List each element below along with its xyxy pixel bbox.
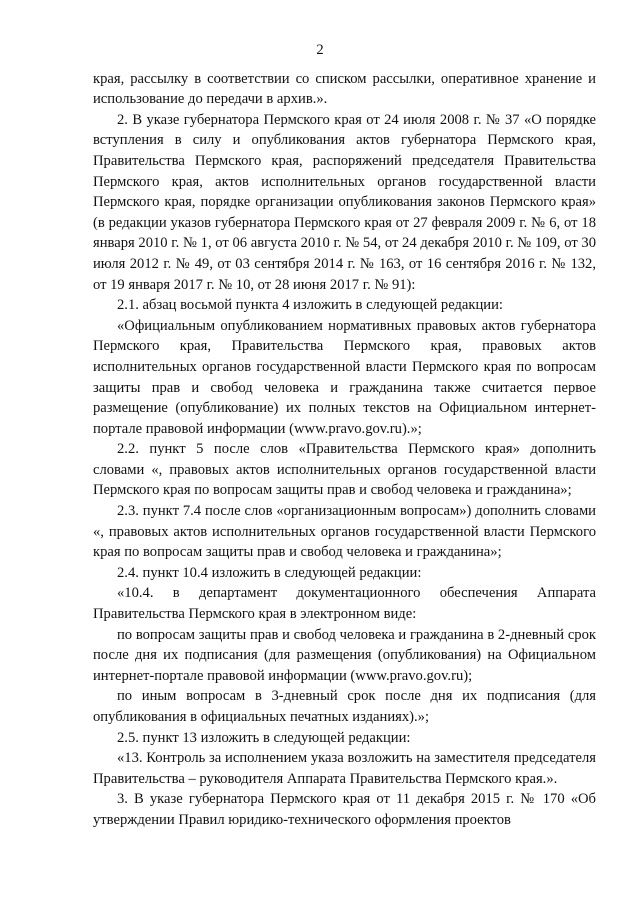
- paragraph: 2.1. абзац восьмой пункта 4 изложить в следующей редакции:: [117, 297, 503, 314]
- paragraph: «10.4. в департамент документационного обеспечения Аппарата Правительства Пермского края в электронном виде:: [93, 585, 596, 623]
- paragraph: края, рассылку в соответствии со списком рассылки, оперативное хранение и использование до передачи в архив.».: [93, 70, 596, 108]
- paragraph: 2.2. пункт 5 после слов «Правительства Пермского края» дополнить словами «, правовых актов исполнительных органов государственной власти Пермского края по вопросам защиты прав и свобод человека и гражданина»;: [93, 441, 596, 499]
- paragraph: по вопросам защиты прав и свобод человека и гражданина в 2-дневный срок после дня их подписания (для размещения (опубликования) на Официальном интернет-портале правовой информации (www.pravo.gov.ru);: [93, 626, 596, 684]
- paragraph: 2.4. пункт 10.4 изложить в следующей редакции:: [117, 564, 422, 581]
- paragraph: 3. В указе губернатора Пермского края от 11 декабря 2015 г. № 170 «Об утверждении Правил юридико-технического оформления проектов: [93, 791, 596, 828]
- paragraph: «13. Контроль за исполнением указа возложить на заместителя председателя Правительства – руководителя Аппарата Правительства Пермского края.».: [93, 750, 596, 787]
- document-body: [93, 69, 596, 831]
- paragraph: 2. В указе губернатора Пермского края от 24 июля 2008 г. № 37 «О порядке вступления в силу и опубликования актов губернатора Пермского края, Правительства Пермского края, распоряжений председателя Правительства Пермского края, актов исполнительных органов государственной власти Пермского края, порядке организации опубликования законов Пермского края» (в редакции указов губернатора Пермского края от 27 февраля 2009 г. № 6, от 18 января 2010 г. № 1, от 06 августа 2010 г. № 54, от 24 декабря 2010 г. № 109, от 30 июля 2012 г. № 49, от 03 сентября 2014 г. № 163, от 16 сентября 2016 г. № 132, от 19 января 2017 г. № 10, от 28 июня 2017 г. № 91):: [93, 111, 596, 293]
- paragraph: 2.3. пункт 7.4 после слов «организационным вопросам») дополнить словами «, правовых актов исполнительных органов государственной власти Пермского края по вопросам защиты прав и свобод человека и гражданина»;: [93, 503, 596, 561]
- paragraph: 2.5. пункт 13 изложить в следующей редакции:: [117, 729, 411, 746]
- paragraph: по иным вопросам в 3-дневный срок после дня их подписания (для опубликования в официальных печатных изданиях).»;: [93, 688, 596, 725]
- paragraph: «Официальным опубликованием нормативных правовых актов губернатора Пермского края, Правительства Пермского края, правовых актов исполнительных органов государственной власти Пермского края по вопросам защиты прав и свобод человека и гражданина также считается первое размещение (опубликование) их полных текстов на Официальном интернет-портале правовой информации (www.pravo.gov.ru).»;: [93, 317, 596, 437]
- page-number: 2: [316, 42, 324, 58]
